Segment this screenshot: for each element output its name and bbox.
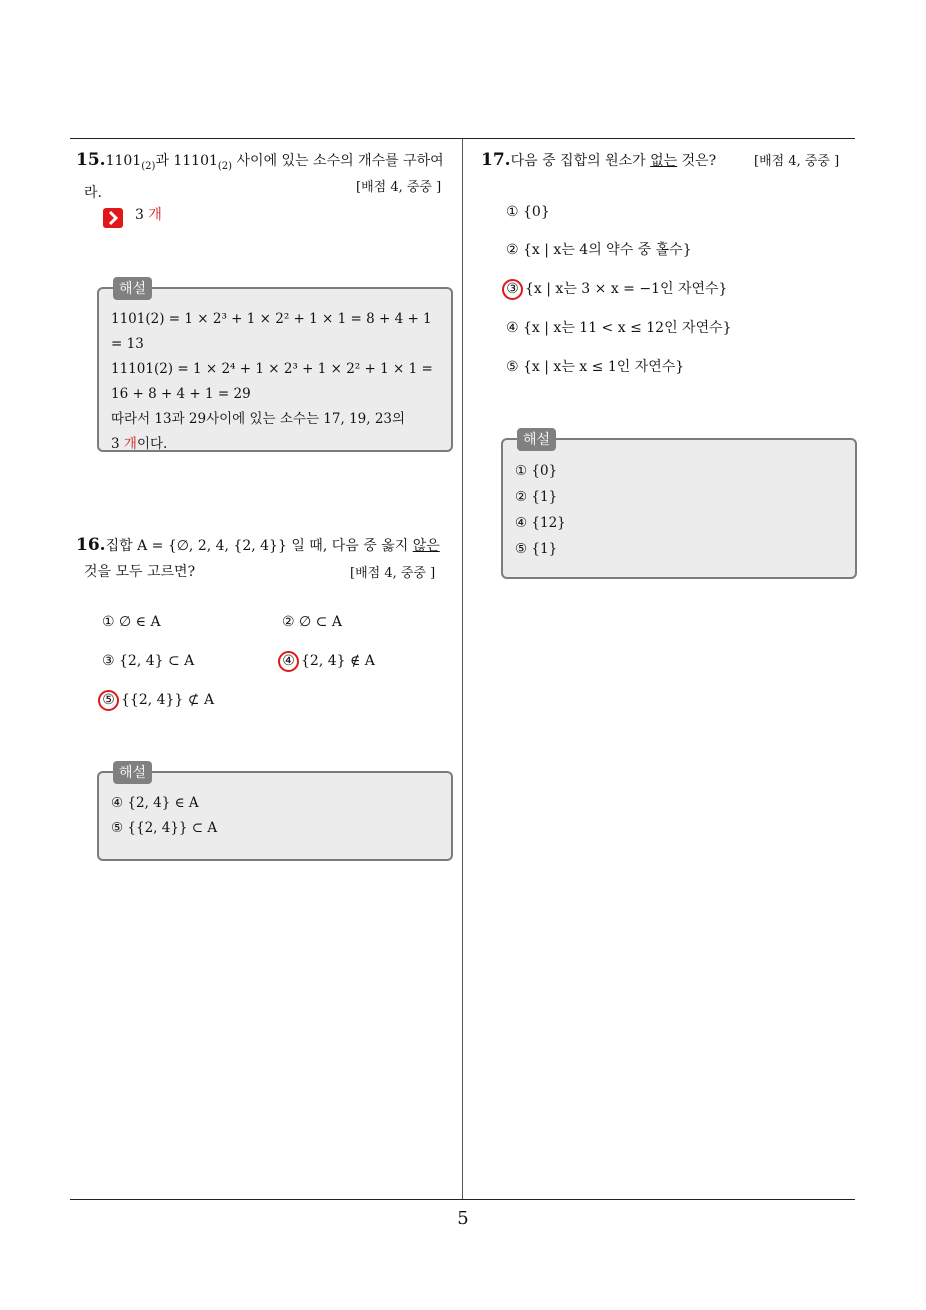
solution-line: ⑤ {1} (515, 541, 558, 557)
option-2: ② {x | x는 4의 약수 중 홀수} (506, 242, 692, 258)
answer-circle-icon: ④ (278, 651, 299, 672)
answer-arrow-icon (103, 208, 123, 228)
solution-line: 1101(2) = 1 × 2³ + 1 × 2² + 1 × 1 = 8 + 4 + 1 = 13 (111, 311, 432, 352)
bottom-rule (70, 1199, 855, 1200)
solution-line: ④ {12} (515, 515, 566, 531)
question-17: 17.다음 중 집합의 원소가 없는 것은? (481, 150, 717, 170)
solution-tag: 해설 (113, 761, 152, 784)
option-5: ⑤ {{2, 4}} ⊄ A (102, 689, 214, 711)
solution-tag: 해설 (517, 428, 556, 451)
solution-line: 16 + 8 + 4 + 1 = 29 (111, 386, 251, 402)
question-number: 16. (76, 535, 106, 555)
solution-box-16 (97, 765, 453, 861)
score-label: [배점 4, 중중 ] (356, 180, 442, 195)
score-label: [배점 4, 중중 ] (350, 566, 436, 581)
solution-box-17 (501, 432, 857, 579)
option-2: ② ∅ ⊂ A (282, 614, 342, 630)
question-number: 15. (76, 150, 106, 170)
option-1: ① ∅ ∈ A (102, 614, 161, 630)
question-number: 17. (481, 150, 511, 170)
answer-15: 3 개 (135, 207, 162, 223)
solution-line: 3 개이다. (111, 436, 168, 452)
score-label: [배점 4, 중중 ] (754, 154, 840, 169)
solution-line: 따라서 13과 29사이에 있는 소수는 17, 19, 23의 (111, 411, 406, 427)
option-1: ① {0} (506, 204, 550, 220)
column-divider (462, 139, 463, 1199)
solution-line: ④ {2, 4} ∈ A (111, 795, 199, 811)
option-5: ⑤ {x | x는 x ≤ 1인 자연수} (506, 359, 685, 375)
option-4: ④ {2, 4} ∉ A (282, 650, 375, 672)
question-15: $15.1101_{(2)}$과 $11101_{(2)}$ 사이에 있는 소수의 개수를 구하여 라. (76, 150, 444, 201)
question-text-line2: 것을 모두 고르면? (84, 564, 196, 580)
solution-line: ① {0} (515, 463, 558, 479)
solution-line: ② {1} (515, 489, 558, 505)
page-number: 5 (457, 1208, 469, 1229)
question-text-line2: 라. (84, 184, 102, 201)
option-4: ④ {x | x는 11 < x ≤ 12인 자연수} (506, 320, 732, 336)
question-16: 16.집합 A = {∅, 2, 4, {2, 4}} 일 때, 다음 중 옳지 않은 것을 모두 고르면? (76, 535, 440, 580)
solution-line: ⑤ {{2, 4}} ⊂ A (111, 820, 218, 836)
answer-circle-icon: ⑤ (98, 690, 119, 711)
option-3: ③ {2, 4} ⊂ A (102, 653, 195, 669)
solution-line: 11101(2) = 1 × 2⁴ + 1 × 2³ + 1 × 2² + 1 × 1 = (111, 361, 433, 377)
option-3: ③ {x | x는 3 × x = −1인 자연수} (506, 278, 727, 300)
solution-tag: 해설 (113, 277, 152, 300)
answer-circle-icon: ③ (502, 279, 523, 300)
solution-box-15 (97, 281, 453, 452)
